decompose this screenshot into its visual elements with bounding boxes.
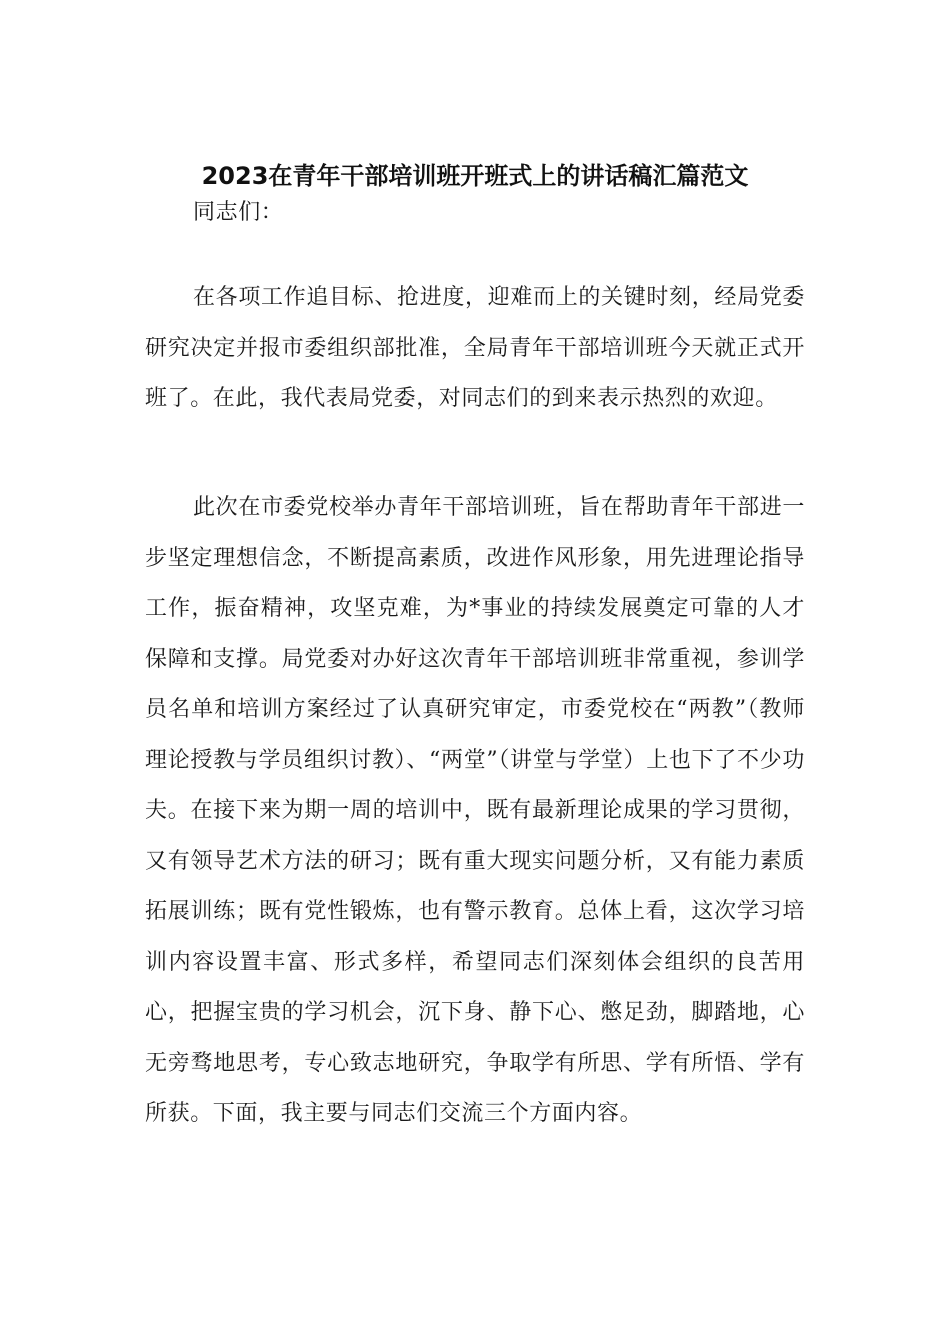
document-title: 2023在青年干部培训班开班式上的讲话稿汇篇范文 [201,162,749,190]
paragraph-1: 在各项工作追目标、抢进度，迎难而上的关键时刻，经局党委研究决定并报市委组织部批准，全局青年干部培训班今天就正式开班了。在此，我代表局党委，对同志们的到来表示热烈的欢迎。 [145,285,805,411]
salutation: 同志们： [193,200,284,225]
paragraph-2: 此次在市委党校举办青年干部培训班，旨在帮助青年干部进一步坚定理想信念，不断提高素质，改进作风形象，用先进理论指导工作，振奋精神，攻坚克难，为*事业的持续发展奠定可靠的人才保障和支撑。局党委对办好这次青年干部培训班非常重视，参训学员名单和培训方案经过了认真研究审定，市委党校在“两教”（教师理论授教与学员组织讨教）、“两堂”（讲堂与学堂）上也下了不少功夫。在接下来为期一周的培训中，既有最新理论成果的学习贯彻，又有领导艺术方法的研习；既有重大现实问题分析，又有能力素质拓展训练；既有党性锻炼，也有警示教育。总体上看，这次学习培训内容设置丰富、形式多样，希望同志们深刻体会组织的良苦用心，把握宝贵的学习机会，沉下身、静下心、憋足劲，脚踏地，心无旁骛地思考，专心致志地研究，争取学有所思、学有所悟、学有所获。下面，我主要与同志们交流三个方面内容。 [145,495,805,1126]
